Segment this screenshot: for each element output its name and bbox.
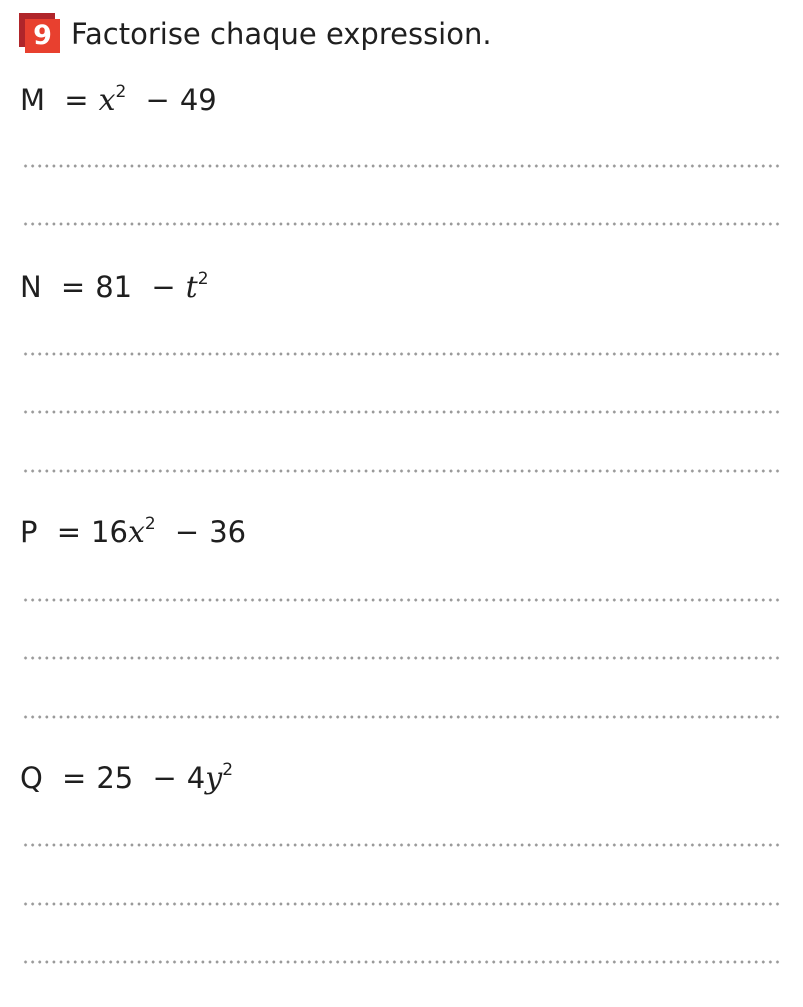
exponent: 2 bbox=[222, 760, 234, 780]
variable: y bbox=[205, 761, 223, 796]
equals-sign: = bbox=[64, 83, 89, 117]
expression-m bbox=[20, 82, 217, 119]
answer-line[interactable] bbox=[22, 352, 782, 356]
answer-line[interactable] bbox=[22, 598, 782, 602]
exercise-number-badge bbox=[19, 13, 61, 53]
constant: 49 bbox=[179, 83, 217, 117]
expression-name: Q bbox=[20, 761, 43, 795]
variable: x bbox=[127, 515, 145, 550]
variable: t bbox=[185, 270, 198, 305]
answer-line[interactable] bbox=[22, 843, 782, 847]
variable: x bbox=[98, 83, 116, 118]
exercise-header bbox=[19, 13, 492, 53]
exponent: 2 bbox=[144, 514, 156, 534]
exponent: 2 bbox=[197, 269, 209, 289]
answer-line[interactable] bbox=[22, 164, 782, 168]
minus-sign: − bbox=[151, 270, 176, 304]
expression-name: M bbox=[20, 83, 46, 117]
exercise-number: 9 bbox=[25, 19, 60, 53]
answer-line[interactable] bbox=[22, 656, 782, 660]
equals-sign: = bbox=[60, 270, 86, 304]
answer-line[interactable] bbox=[22, 469, 782, 473]
answer-line[interactable] bbox=[22, 410, 782, 414]
minus-sign: − bbox=[145, 83, 170, 117]
minus-sign: − bbox=[152, 761, 177, 795]
expression-q bbox=[20, 760, 233, 797]
expression-name: P bbox=[20, 515, 38, 549]
equals-sign: = bbox=[56, 515, 82, 549]
answer-line[interactable] bbox=[22, 902, 782, 906]
exponent: 2 bbox=[115, 82, 127, 102]
expression-n bbox=[20, 269, 209, 306]
constant: 36 bbox=[209, 515, 247, 549]
minus-sign: − bbox=[174, 515, 200, 549]
coefficient: 4 bbox=[186, 761, 206, 795]
equals-sign: = bbox=[62, 761, 87, 795]
answer-line[interactable] bbox=[22, 960, 782, 964]
expression-name: N bbox=[20, 270, 42, 304]
exercise-instruction: Factorise chaque expression. bbox=[71, 17, 492, 51]
constant: 25 bbox=[96, 761, 134, 795]
constant: 81 bbox=[95, 270, 133, 304]
answer-line[interactable] bbox=[22, 715, 782, 719]
answer-line[interactable] bbox=[22, 222, 782, 226]
expression-p bbox=[20, 514, 246, 551]
coefficient: 16 bbox=[91, 515, 128, 549]
